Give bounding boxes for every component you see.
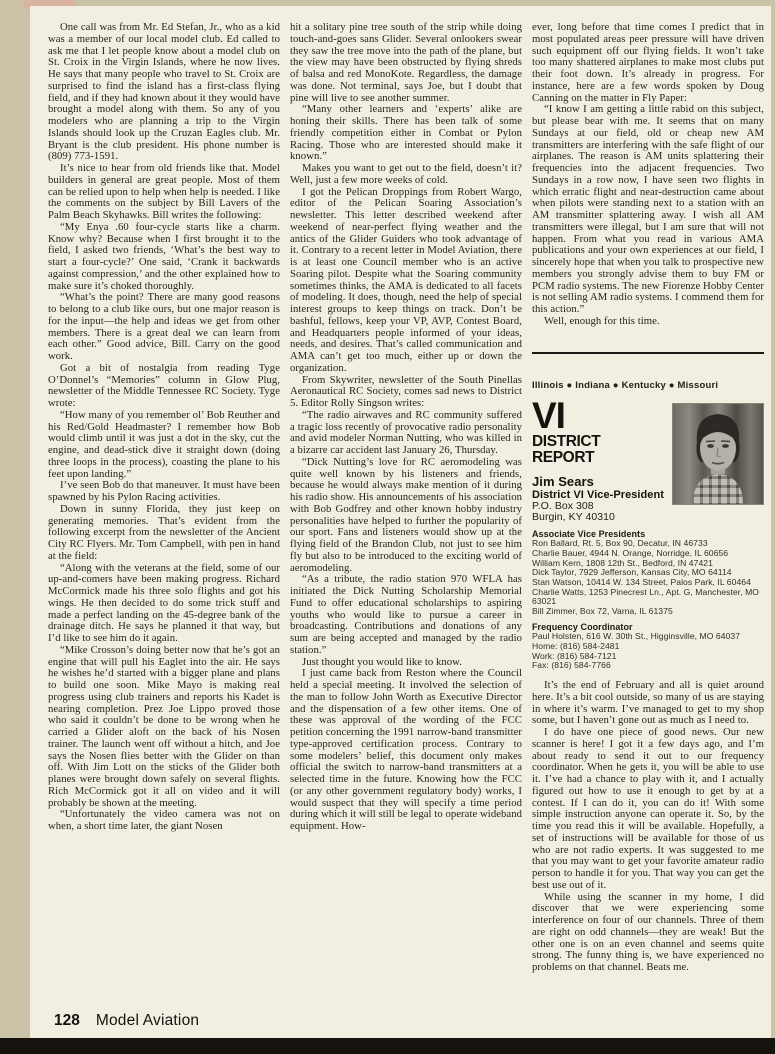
- section-divider: [532, 352, 764, 354]
- paragraph: Down in sunny Florida, they just keep on generating memories. That’s evident from the following excerpt from the newsletter of the Ancient City RC Flyers. Mr. Tom Campbell, with pen in hand at the field:: [48, 502, 280, 562]
- district-officer-photo: [672, 403, 764, 505]
- paragraph: It’s the end of February and all is quiet around here. It’s a bit cool outside, so many of us are staying in where it’s warm. I’ve managed to get to my shop some, but I haven’t gone out as much as I need to.: [532, 679, 764, 727]
- paragraph: Got a bit of nostalgia from reading Tyge O’Donnel’s “Memories” column in Glow Plug, newsletter of the Middle Tennessee RC Society. Tyge wrote:: [48, 361, 280, 409]
- frequency-coordinator-entry: Work: (816) 584-7121: [532, 650, 617, 661]
- paragraph: I just came back from Reston where the Council held a special meeting. It involved the selection of the man to follow John Worth as Executive Director and the dispensation of a few other items. One of these was approval of the wording of the FCC petition concerning the 1991 narrow-band transmitter type-approved certification process. Contrary to some modelers’ belief, this document only makes official the switch to narrow-band transmitters at a selected time in the future. Knowing how the FCC (or any other government regulatory body) works, I would suspect that they will specify a time period during which it will still be legal to operate wideband equipment. How-: [290, 667, 522, 832]
- district-report-title: DISTRICT REPORT: [532, 433, 601, 467]
- officer-address-line: P.O. Box 308: [532, 499, 594, 512]
- paragraph: “Along with the veterans at the field, some of our up-and-comers have been making progress. Richard McCormick made his three solo flights and got his wings. He then decided to do some trick stuff and made a perfect landing on the 45-degree bank of the drainage ditch. He says he planned it that way, but I’d like to see him do it again.: [48, 561, 280, 644]
- paragraph: “Dick Nutting’s love for RC aeromodeling was quite well known by his listeners and friends, because he would always make mention of it during his radio show. His announcements of his association with Bob Godfrey and other known hobby industry personalities have helped to further the popularity of our sport. Fans and listeners would show up at the flying field of the Brandon Club, not just to see him fly but also to be introduced to the exciting world of aeromodeling.: [290, 455, 522, 574]
- frequency-coordinator-entry: Home: (816) 584-2481: [532, 641, 620, 652]
- officer-title: District VI Vice-President: [532, 488, 664, 501]
- avp-heading: Associate Vice Presidents: [532, 528, 646, 539]
- district-number: VI: [532, 395, 565, 437]
- paragraph: “What’s the point? There are many good reasons to belong to a club like ours, but one major reason is for the input—the help and ideas we get from other members. There is a great deal we can learn from each other.” Good advice, Bill. Carry on the good work.: [48, 291, 280, 362]
- frequency-coordinator-entry: Paul Holsten, 616 W. 30th St., Higginsville, MO 64037: [532, 631, 741, 642]
- paragraph: ever, long before that time comes I predict that in most populated areas peer pressure will have driven such equipment off our flying fields. It won’t take too many shattered airplanes to make most clubs put their foot down. It’s already in progress. For instance, here are a few words spoken by Doug Canning on the matter in Fly Paper:: [532, 21, 764, 104]
- paragraph: Makes you want to get out to the field, doesn’t it? Well, just a few more weeks of cold.: [290, 162, 522, 186]
- frequency-coordinator-entry: Fax: (816) 584-7766: [532, 660, 611, 671]
- paragraph: I got the Pelican Droppings from Robert Wargo, editor of the Pelican Soaring Association’s newsletter. This letter described weekend after weekend of near-perfect flying weather and the antics of the Glider Guiders who took advantage of it. Contrary to a recent letter in Model Aviation, there is at least one Council member who is an active Soaring pilot. Despite what the Soaring community sometimes thinks, the AMA is dedicated to all facets of modeling. It does, though, need the help of special interest groups to keep things on track. Don’t be bashful, fellows, keep your VP, AVP, Contest Board, and Headquarters people informed of your ideas, needs, and desires. That’s called communication and AMA can’t get too much, either up or down the organization.: [290, 185, 522, 374]
- scan-bottom-bar: [0, 1038, 775, 1054]
- paragraph: “I know I am getting a little rabid on this subject, but please bear with me. It seems that on many Sundays at our field, old or cheap new AM transmitters are interfering with the safe flight of our airplanes. The reason is AM units splattering their frequencies into the adjacent frequencies. Two Sundays in a row now, I have seen two flights in which erratic flight and near-destruction came about when pilots were standing next to a station with an AM transmitter splattering away. I wish all AM transmitters were illegal, but I am sure that will not happen. From what you read in various AMA publications and your own experiences at our field, I sincerely hope that when you talk to prospective new members you strongly advise them to buy FM or PCM radio systems. The new Fiorenze Hobby Center is not selling AM radio systems. I commend them for this action.”: [532, 103, 764, 315]
- avp-entry: Dick Taylor, 7929 Jefferson, Kansas City, MO 64114: [532, 567, 732, 578]
- avp-entry: Charlie Watts, 1253 Pinecrest Ln., Apt. G, Manchester, MO 63021: [532, 586, 760, 607]
- district-states-line: Illinois ● Indiana ● Kentucky ● Missouri: [532, 379, 719, 391]
- district-contacts: [532, 529, 764, 671]
- avp-entry: Ron Ballard, Rt. 5, Box 90, Decatur, IN 46733: [532, 538, 708, 549]
- paragraph: It’s nice to hear from old friends like that. Model builders in general are great people. Most of them can be relied upon to help when help is needed. I like the comments on the subject by Bill Lavers of the Palm Beach Skyhawks. Bill writes the following:: [48, 162, 280, 221]
- column-3: [532, 22, 764, 974]
- officer-address-line: Burgin, KY 40310: [532, 511, 615, 524]
- paragraph: “Many other learners and ‘experts’ alike are honing their skills. There has been talk of some friendly competition either in Combat or Pylon Racing. Those who are interested should make it known.”: [290, 103, 522, 163]
- column-2: [290, 22, 522, 974]
- paragraph: One call was from Mr. Ed Stefan, Jr., who as a kid was a member of our local model club. Ed called to ask me that I let people know about a model club on St. Croix in the Virgin Islands, where he now lives. He says that many people who travel to St. Croix are surprised to find the island has a first-class flying field, and if they had known about it they would have brought a model along with them. So any of you modelers who are planning a trip to the Virgin Islands should look up the Cruzan Eagles club. Mr. Bryant is the club president. His phone number is (809) 773-1591.: [48, 21, 280, 163]
- paragraph: Well, enough for this time.: [544, 314, 660, 327]
- officer-name: Jim Sears: [532, 474, 594, 490]
- paragraph: From Skywriter, newsletter of the South Pinellas Aeronautical RC Society, comes sad news to District 5. Editor Rolly Singson writes:: [290, 373, 522, 409]
- avp-entry: Bill Zimmer, Box 72, Varna, IL 61375: [532, 606, 673, 617]
- text-columns: [48, 22, 765, 974]
- avp-entry: Charlie Bauer, 4944 N. Orange, Norridge, IL 60656: [532, 547, 729, 558]
- paragraph: hit a solitary pine tree south of the strip while doing touch-and-goes sans Glider. Several onlookers swear they saw the tree move into the path of the plane, but the view may have been obstructed by flying shreds of balsa and red MonoKote. Regardless, the damage was done. Not terminal, says Joe, but I doubt that pine will live to see another summer.: [290, 21, 522, 104]
- magazine-page: [30, 6, 771, 1038]
- paragraph: I do have one piece of good news. Our new scanner is here! I got it a few days ago, and I’m about ready to send it out to our frequency coordinator. When he gets it, you will be able to use it. I’ve had a chance to play with it, and I actually figured out how to use it enough to get by at a contest. If I can do it, you can do it! With some simple instruction anyone can operate it. So, by the time you read this it will be available. Hopefully, a set of instructions will be available for those of us who are not radio experts. It was suggested to me that you may want to get your favorite amateur radio person to handle it for you. That way you can get the best use out of it.: [532, 726, 764, 891]
- paragraph: “Mike Crosson’s doing better now that he’s got an engine that will pull his Eaglet into the air. He says he wishes he’d started with a bigger plane and plans to build one soon. Mike Mayo is making real progress using club trainers and reports his Kadet is nearing completion. Prez Joe Lippo proved those who said it couldn’t be done to be wrong when he carried a Glider aloft on the back of his Nosen trainer. The launch went off without a hitch, and Joe says the Nosen flies better with the Glider on than off. With Jim Lott on the sticks of the Glider both planes were brought down safely on several flights. Rich McCormick got it all on video and it will probably be shown at the meeting.: [48, 643, 280, 809]
- column-1: [48, 22, 280, 974]
- avp-entry: Stan Watson, 10414 W. 134 Street, Palos Park, IL 60464: [532, 577, 751, 588]
- paragraph: While using the scanner in my home, I did discover that we were experiencing some interference on four of our channels. Three of them are right on odd channels—they are weak! But the other one is on an even channel and seems quite strong. The funny thing is, we have experienced no problems on that channel. Beats me.: [532, 890, 764, 974]
- magazine-title: Model Aviation: [95, 1012, 200, 1029]
- frequency-coordinator-heading: Frequency Coordinator: [532, 621, 633, 632]
- district-officer-block: [532, 475, 664, 524]
- district-report-header: [532, 395, 764, 524]
- paragraph: “Unfortunately the video camera was not on when, a short time later, the giant Nosen: [48, 808, 280, 832]
- paragraph: Just thought you would like to know.: [302, 655, 462, 668]
- paragraph: “How many of you remember ol’ Bob Reuther and his Red/Gold Headmaster? I remember how Bob would climb until it was just a dot in the sky, cut the engine, and dead-stick dive it straight down (doing three loops in the process), coasting the plane to his feet upon landing.”: [48, 408, 280, 480]
- avp-entry: William Kern, 1808 12th St., Bedford, IN 47421: [532, 557, 713, 568]
- portrait-photo: [673, 404, 763, 504]
- paragraph: “My Enya .60 four-cycle starts like a charm. Know why? Because when I first brought it to the field, I asked two friends, ‘What’s the best way to start a four-cycle?’ One said, ‘Crank it backwards against compression,’ and the other explained how to make sure it’s choked thoroughly.: [48, 220, 280, 292]
- paragraph: “The radio airwaves and RC community suffered a tragic loss recently of provocative radio personality and avid modeler Norman Nutting, who was killed in a bizarre car accident last January 26, Thursday.: [290, 408, 522, 456]
- page-footer: [54, 1012, 199, 1030]
- page-number: 128: [54, 1012, 80, 1029]
- paragraph: I’ve seen Bob do that maneuver. It must have been spawned by his Pylon Racing activities.: [48, 479, 280, 503]
- paragraph: “As a tribute, the radio station 970 WFLA has initiated the Dick Nutting Scholarship Memorial Fund to offer educational scholarships to aspiring youths who would like to pursue a career in broadcasting. Contributions and donations of any sum are being accepted and managed by the radio station.”: [290, 573, 522, 656]
